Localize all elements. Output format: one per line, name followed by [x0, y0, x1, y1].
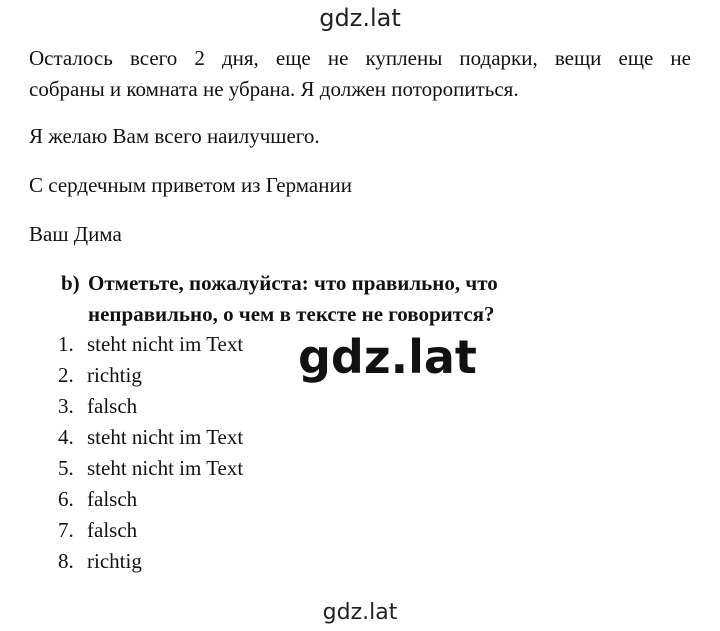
answer-text: falsch	[87, 487, 138, 511]
letter-greeting: С сердечным приветом из Германии	[29, 173, 352, 197]
watermark-top: gdz.lat	[319, 4, 401, 32]
task-marker: b)	[61, 271, 80, 295]
answer-number: 7.	[58, 518, 74, 542]
letter-closing-wish: Я желаю Вам всего наилучшего.	[29, 124, 320, 148]
answer-number: 5.	[58, 456, 74, 480]
answer-text: steht nicht im Text	[87, 456, 244, 480]
answer-number: 3.	[58, 394, 74, 418]
task-b-heading	[61, 268, 621, 330]
answer-number: 6.	[58, 487, 74, 511]
list-item	[58, 422, 243, 453]
letter-signature: Ваш Дима	[29, 222, 122, 246]
answer-text: steht nicht im Text	[87, 425, 244, 449]
list-item	[58, 360, 243, 391]
list-item	[58, 546, 243, 577]
letter-paragraph-1-line-2: собраны и комната не убрана. Я должен поторопиться.	[29, 77, 519, 101]
answer-number: 8.	[58, 549, 74, 573]
answer-list	[58, 329, 243, 577]
answer-text: steht nicht im Text	[87, 332, 244, 356]
watermark-bottom: gdz.lat	[322, 600, 398, 625]
task-line-1: Отметьте, пожалуйста: что правильно, что	[88, 271, 498, 295]
letter-paragraph-1-line-1: Осталось всего 2 дня, еще не куплены подарки, вещи еще не	[29, 46, 691, 70]
list-item	[58, 329, 243, 360]
list-item	[58, 484, 243, 515]
answer-number: 1.	[58, 332, 74, 356]
answer-text: falsch	[87, 394, 138, 418]
answer-text: falsch	[87, 518, 138, 542]
answer-text: richtig	[87, 549, 142, 573]
letter-paragraph-1	[29, 43, 691, 105]
list-item	[58, 515, 243, 546]
answer-text: richtig	[87, 363, 142, 387]
task-line-2: неправильно, о чем в тексте не говорится?	[88, 302, 495, 326]
list-item	[58, 391, 243, 422]
watermark-center: gdz.lat	[298, 330, 477, 384]
answer-number: 2.	[58, 363, 74, 387]
list-item	[58, 453, 243, 484]
answer-number: 4.	[58, 425, 74, 449]
